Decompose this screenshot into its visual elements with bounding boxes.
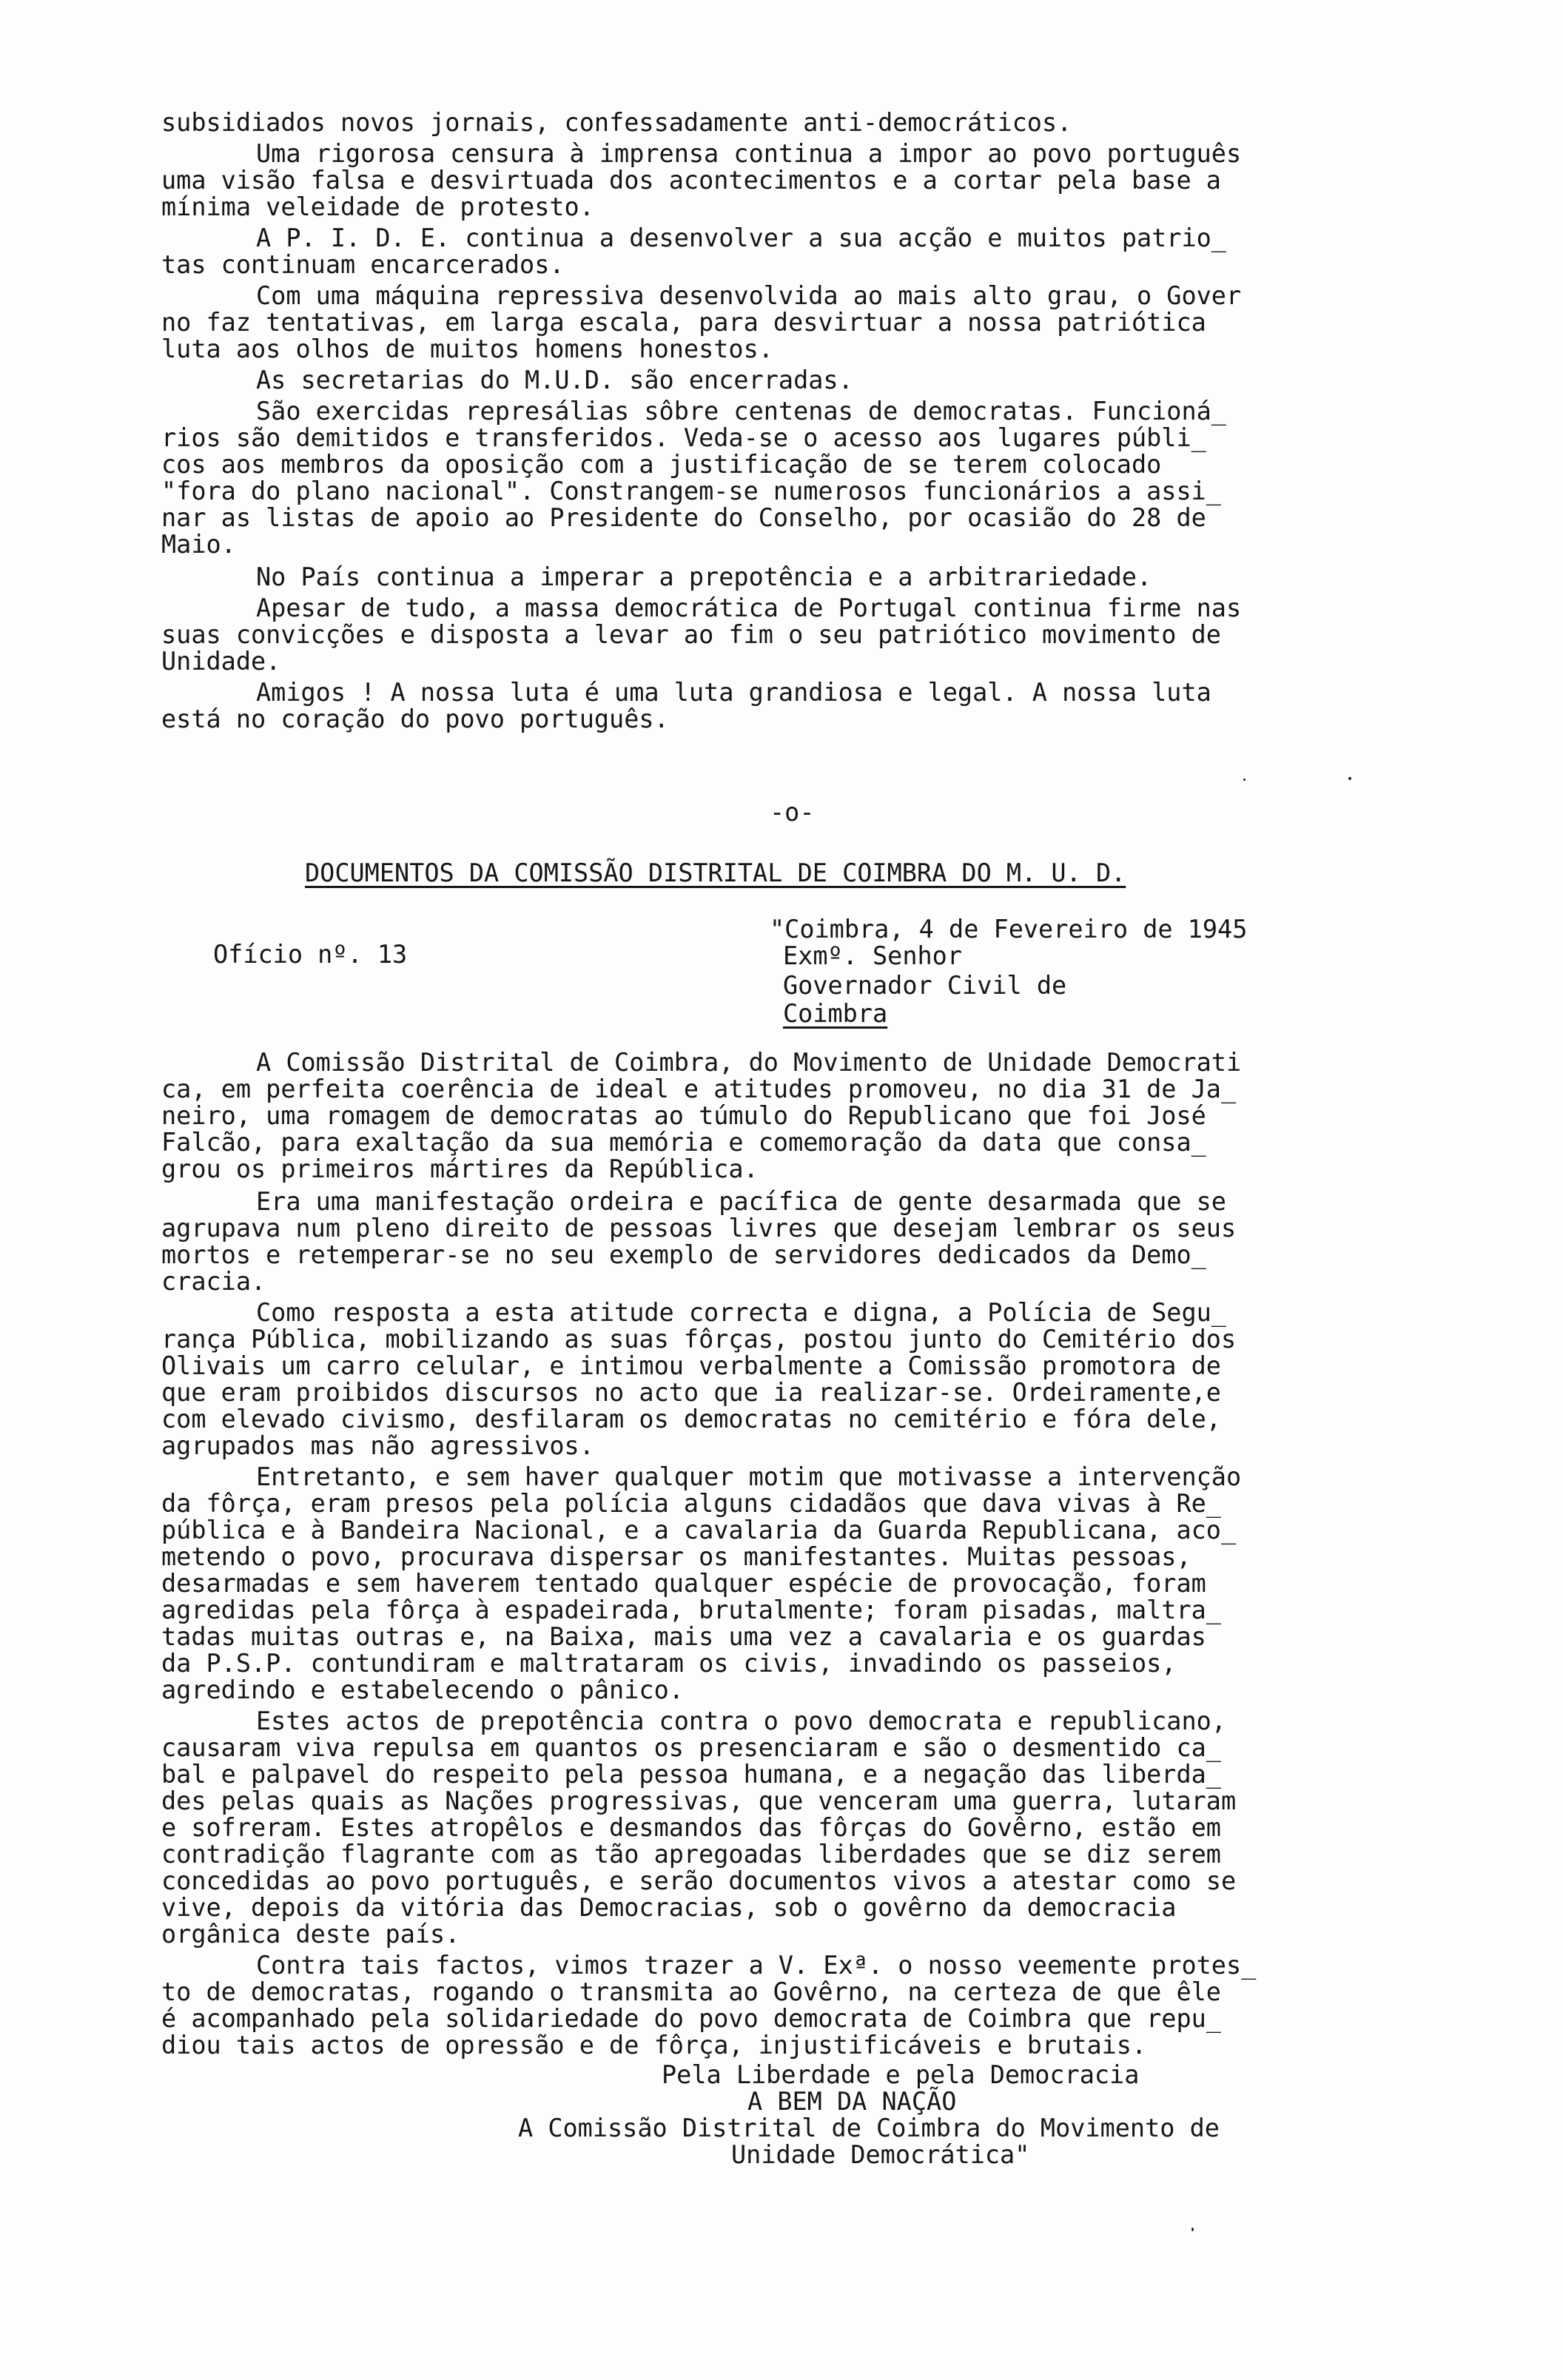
signature-line: A Comissão Distrital de Coimbra do Movimento de — [518, 2114, 1220, 2142]
text-line: Unidade. — [161, 647, 281, 676]
text-line: no faz tentativas, em larga escala, para desvirtuar a nossa patriótica — [161, 308, 1206, 337]
scan-speck — [1191, 2228, 1194, 2231]
text-line: mínima veleidade de protesto. — [161, 192, 594, 221]
text-line: pública e à Bandeira Nacional, e a cavalaria da Guarda Republicana, aco_ — [161, 1516, 1237, 1544]
text-line: metendo o povo, procurava dispersar os manifestantes. Muitas pessoas, — [161, 1542, 1191, 1571]
text-line: cracia. — [161, 1267, 266, 1296]
text-line: concedidas ao povo português, e serão documentos vivos a atestar como se — [161, 1866, 1237, 1895]
text-line: nar as listas de apoio ao Presidente do Conselho, por ocasião do 28 de — [161, 503, 1206, 532]
text-line: rança Pública, mobilizando as suas fôrças, postou junto do Cemitério dos — [161, 1325, 1237, 1354]
text-line: No País continua a imperar a prepotência e a arbitrariedade. — [256, 562, 1152, 591]
text-line: e sofreram. Estes atropêlos e desmandos das fôrças do Govêrno, estão em — [161, 1813, 1221, 1842]
text-line: Entretanto, e sem haver qualquer motim que motivasse a intervenção — [256, 1462, 1242, 1491]
scan-speck — [1348, 777, 1351, 780]
text-line: vive, depois da vitória das Democracias, sob o govêrno da democracia — [161, 1893, 1177, 1922]
text-line: orgânica deste país. — [161, 1920, 460, 1949]
text-line: agrupados mas não agressivos. — [161, 1431, 594, 1460]
text-line: A Comissão Distrital de Coimbra, do Movimento de Unidade Democrati — [256, 1048, 1242, 1077]
text-line: mortos e retemperar-se no seu exemplo de servidores dedicados da Demo_ — [161, 1240, 1206, 1269]
closing-line: Pela Liberdade e pela Democracia — [662, 2060, 1140, 2089]
text-line: desarmadas e sem haverem tentado qualquer espécie de provocação, foram — [161, 1569, 1206, 1598]
text-line: grou os primeiros mártires da República. — [161, 1154, 759, 1183]
text-line: Amigos ! A nossa luta é uma luta grandiosa e legal. A nossa luta — [256, 678, 1211, 707]
text-line: Como resposta a esta atitude correcta e digna, a Polícia de Segu_ — [256, 1298, 1226, 1327]
text-line: Estes actos de prepotência contra o povo democrata e republicano, — [256, 1707, 1226, 1735]
text-line: to de democratas, rogando o transmita ao Govêrno, na certeza de que êle — [161, 1977, 1221, 2006]
text-line: causaram viva repulsa em quantos os presenciaram e são o desmentido ca_ — [161, 1733, 1221, 1762]
scan-speck — [1243, 779, 1246, 781]
text-line: neiro, uma romagem de democratas ao túmulo do Republicano que foi José — [161, 1101, 1206, 1130]
text-line: subsidiados novos jornais, confessadamente anti-democráticos. — [161, 108, 1072, 137]
text-line: tas continuam encarcerados. — [161, 250, 565, 279]
text-line: ca, em perfeita coerência de ideal e atitudes promoveu, no dia 31 de Ja_ — [161, 1075, 1237, 1103]
document-heading: DOCUMENTOS DA COMISSÃO DISTRITAL DE COIMBRA DO M. U. D. — [305, 858, 1126, 887]
text-line: bal e palpavel do respeito pela pessoa humana, e a negação das liberda_ — [161, 1760, 1221, 1789]
section-separator: -o- — [770, 798, 815, 827]
salutation: Exmº. Senhor — [783, 941, 963, 970]
text-line: agrupava num pleno direito de pessoas livres que desejam lembrar os seus — [161, 1214, 1237, 1243]
text-line: luta aos olhos de muitos homens honestos. — [161, 335, 773, 363]
text-line: Com uma máquina repressiva desenvolvida ao mais alto grau, o Gover — [256, 281, 1242, 310]
date-line: "Coimbra, 4 de Fevereiro de 1945 — [770, 915, 1248, 944]
text-line: que eram proibidos discursos no acto que ia realizar-se. Ordeiramente,e — [161, 1378, 1221, 1407]
text-line: contradição flagrante com as tão apregoadas liberdades que se diz serem — [161, 1840, 1221, 1869]
text-line: está no coração do povo português. — [161, 705, 669, 733]
office-number: Ofício nº. 13 — [213, 940, 408, 969]
text-line: é acompanhado pela solidariedade do povo democrata de Coimbra que repu_ — [161, 2004, 1221, 2033]
text-line: Uma rigorosa censura à imprensa continua a impor ao povo português — [256, 139, 1242, 168]
signature-line: Unidade Democrática" — [731, 2140, 1030, 2169]
text-line: As secretarias do M.U.D. são encerradas. — [256, 366, 853, 394]
recipient-line: Governador Civil de — [783, 971, 1067, 1000]
text-line: Era uma manifestação ordeira e pacífica de gente desarmada que se — [256, 1187, 1226, 1216]
text-line: "fora do plano nacional". Constrangem-se numerosos funcionários a assi_ — [161, 477, 1221, 505]
text-line: agredindo e estabelecendo o pânico. — [161, 1675, 684, 1704]
text-line: uma visão falsa e desvirtuada dos acontecimentos e a cortar pela base a — [161, 166, 1221, 195]
text-line: Contra tais factos, vimos trazer a V. Exª. o nosso veemente protes_ — [256, 1951, 1257, 1980]
text-line: suas convicções e disposta a levar ao fim o seu patriótico movimento de — [161, 620, 1221, 649]
text-line: da P.S.P. contundiram e maltrataram os civis, invadindo os passeios, — [161, 1649, 1177, 1678]
text-line: com elevado civismo, desfilaram os democratas no cemitério e fóra dele, — [161, 1405, 1221, 1433]
text-line: agredidas pela fôrça à espadeirada, brutalmente; foram pisadas, maltra_ — [161, 1596, 1221, 1624]
text-line: diou tais actos de opressão e de fôrça, injustificáveis e brutais. — [161, 2031, 1147, 2060]
text-line: tadas muitas outras e, na Baixa, mais uma vez a cavalaria e os guardas — [161, 1622, 1206, 1651]
recipient-line: Coimbra — [783, 999, 888, 1028]
text-line: rios são demitidos e transferidos. Veda-se o acesso aos lugares públi_ — [161, 423, 1206, 452]
closing-line: A BEM DA NAÇÃO — [747, 2087, 957, 2116]
text-line: Maio. — [161, 530, 236, 559]
text-line: des pelas quais as Nações progressivas, que venceram uma guerra, lutaram — [161, 1786, 1237, 1815]
text-line: São exercidas represálias sôbre centenas de democratas. Funcioná_ — [256, 397, 1226, 426]
text-line: cos aos membros da oposição com a justificação de se terem colocado — [161, 450, 1162, 479]
text-line: Falcão, para exaltação da sua memória e comemoração da data que consa_ — [161, 1128, 1206, 1157]
text-line: Apesar de tudo, a massa democrática de Portugal continua firme nas — [256, 594, 1242, 622]
text-line: A P. I. D. E. continua a desenvolver a sua acção e muitos patrio_ — [256, 223, 1226, 252]
text-line: Olivais um carro celular, e intimou verbalmente a Comissão promotora de — [161, 1351, 1221, 1380]
text-line: da fôrça, eram presos pela polícia alguns cidadãos que dava vivas à Re_ — [161, 1489, 1221, 1518]
